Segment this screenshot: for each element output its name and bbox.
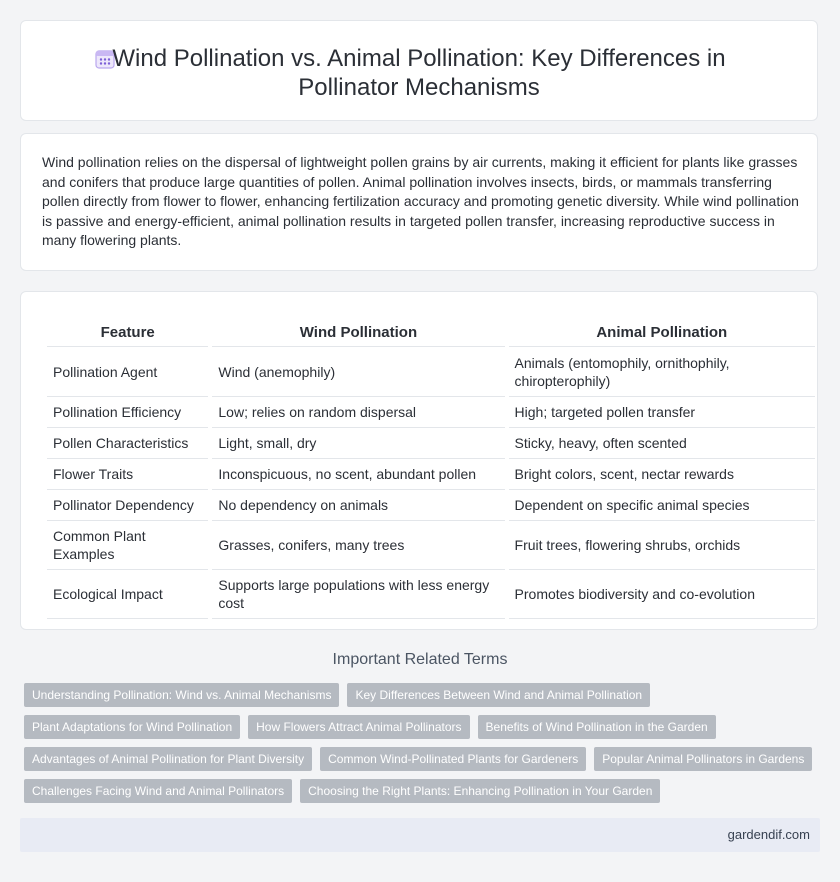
table-cell: Pollinator Dependency [47, 490, 208, 521]
table-cell: Pollen Characteristics [47, 428, 208, 459]
column-header: Wind Pollination [212, 310, 504, 347]
related-terms-list [24, 683, 824, 811]
table-cell: Bright colors, scent, nectar rewards [509, 459, 815, 490]
table-cell: Fruit trees, flowering shrubs, orchids [509, 521, 815, 570]
related-term-link[interactable]: Advantages of Animal Pollination for Plant Diversity [24, 747, 312, 771]
table-row [47, 428, 815, 459]
table-cell: Pollination Efficiency [47, 397, 208, 428]
table-row [47, 459, 815, 490]
site-name[interactable]: gardendif.com [727, 827, 810, 842]
table-cell: Flower Traits [47, 459, 208, 490]
related-term-link[interactable]: Popular Animal Pollinators in Gardens [594, 747, 812, 771]
related-term-link[interactable]: Plant Adaptations for Wind Pollination [24, 715, 240, 739]
comparison-table [43, 310, 819, 619]
table-cell: Animals (entomophily, ornithophily, chiropterophily) [509, 347, 815, 397]
related-terms-title: Important Related Terms [332, 651, 508, 668]
intro-paragraph: Wind pollination relies on the dispersal of lightweight pollen grains by air currents, making it efficient for plants like grasses and conifers that produce large quantities of pollen. Animal pollination involves insects, birds, or mammals transferring pollen directly from flower to flower, enhancing fertilization accuracy and promoting genetic diversity. While wind pollination is passive and energy-efficient, animal pollination results in targeted pollen transfer, increasing reproductive success in many flowering plants. [42, 154, 799, 248]
table-cell: Pollination Agent [47, 347, 208, 397]
table-cell: No dependency on animals [212, 490, 504, 521]
related-term-link[interactable]: Benefits of Wind Pollination in the Garden [478, 715, 716, 739]
table-cell: Light, small, dry [212, 428, 504, 459]
table-row [47, 347, 815, 397]
table-cell: Sticky, heavy, often scented [509, 428, 815, 459]
related-term-link[interactable]: Choosing the Right Plants: Enhancing Pollination in Your Garden [300, 779, 660, 803]
table-cell: High; targeted pollen transfer [509, 397, 815, 428]
table-row [47, 570, 815, 619]
title-card [20, 20, 818, 121]
table-row [47, 521, 815, 570]
table-cell: Common Plant Examples [47, 521, 208, 570]
related-term-link[interactable]: Understanding Pollination: Wind vs. Animal Mechanisms [24, 683, 339, 707]
table-row [47, 397, 815, 428]
table-cell: Dependent on specific animal species [509, 490, 815, 521]
page-title: Wind Pollination vs. Animal Pollination: Key Differences in Pollinator Mechanisms [112, 45, 726, 101]
related-term-link[interactable]: Common Wind-Pollinated Plants for Gardeners [320, 747, 586, 771]
related-term-link[interactable]: Challenges Facing Wind and Animal Pollinators [24, 779, 292, 803]
table-cell: Promotes biodiversity and co-evolution [509, 570, 815, 619]
table-header-row [47, 310, 815, 347]
column-header: Animal Pollination [509, 310, 815, 347]
table-cell: Supports large populations with less energy cost [212, 570, 504, 619]
column-header: Feature [47, 310, 208, 347]
intro-card [20, 133, 818, 271]
table-cell: Wind (anemophily) [212, 347, 504, 397]
table-cell: Grasses, conifers, many trees [212, 521, 504, 570]
table-cell: Ecological Impact [47, 570, 208, 619]
related-term-link[interactable]: How Flowers Attract Animal Pollinators [248, 715, 469, 739]
table-row [47, 490, 815, 521]
related-term-link[interactable]: Key Differences Between Wind and Animal Pollination [347, 683, 650, 707]
comparison-card [20, 291, 818, 630]
footer [20, 818, 820, 852]
table-cell: Low; relies on random dispersal [212, 397, 504, 428]
table-cell: Inconspicuous, no scent, abundant pollen [212, 459, 504, 490]
